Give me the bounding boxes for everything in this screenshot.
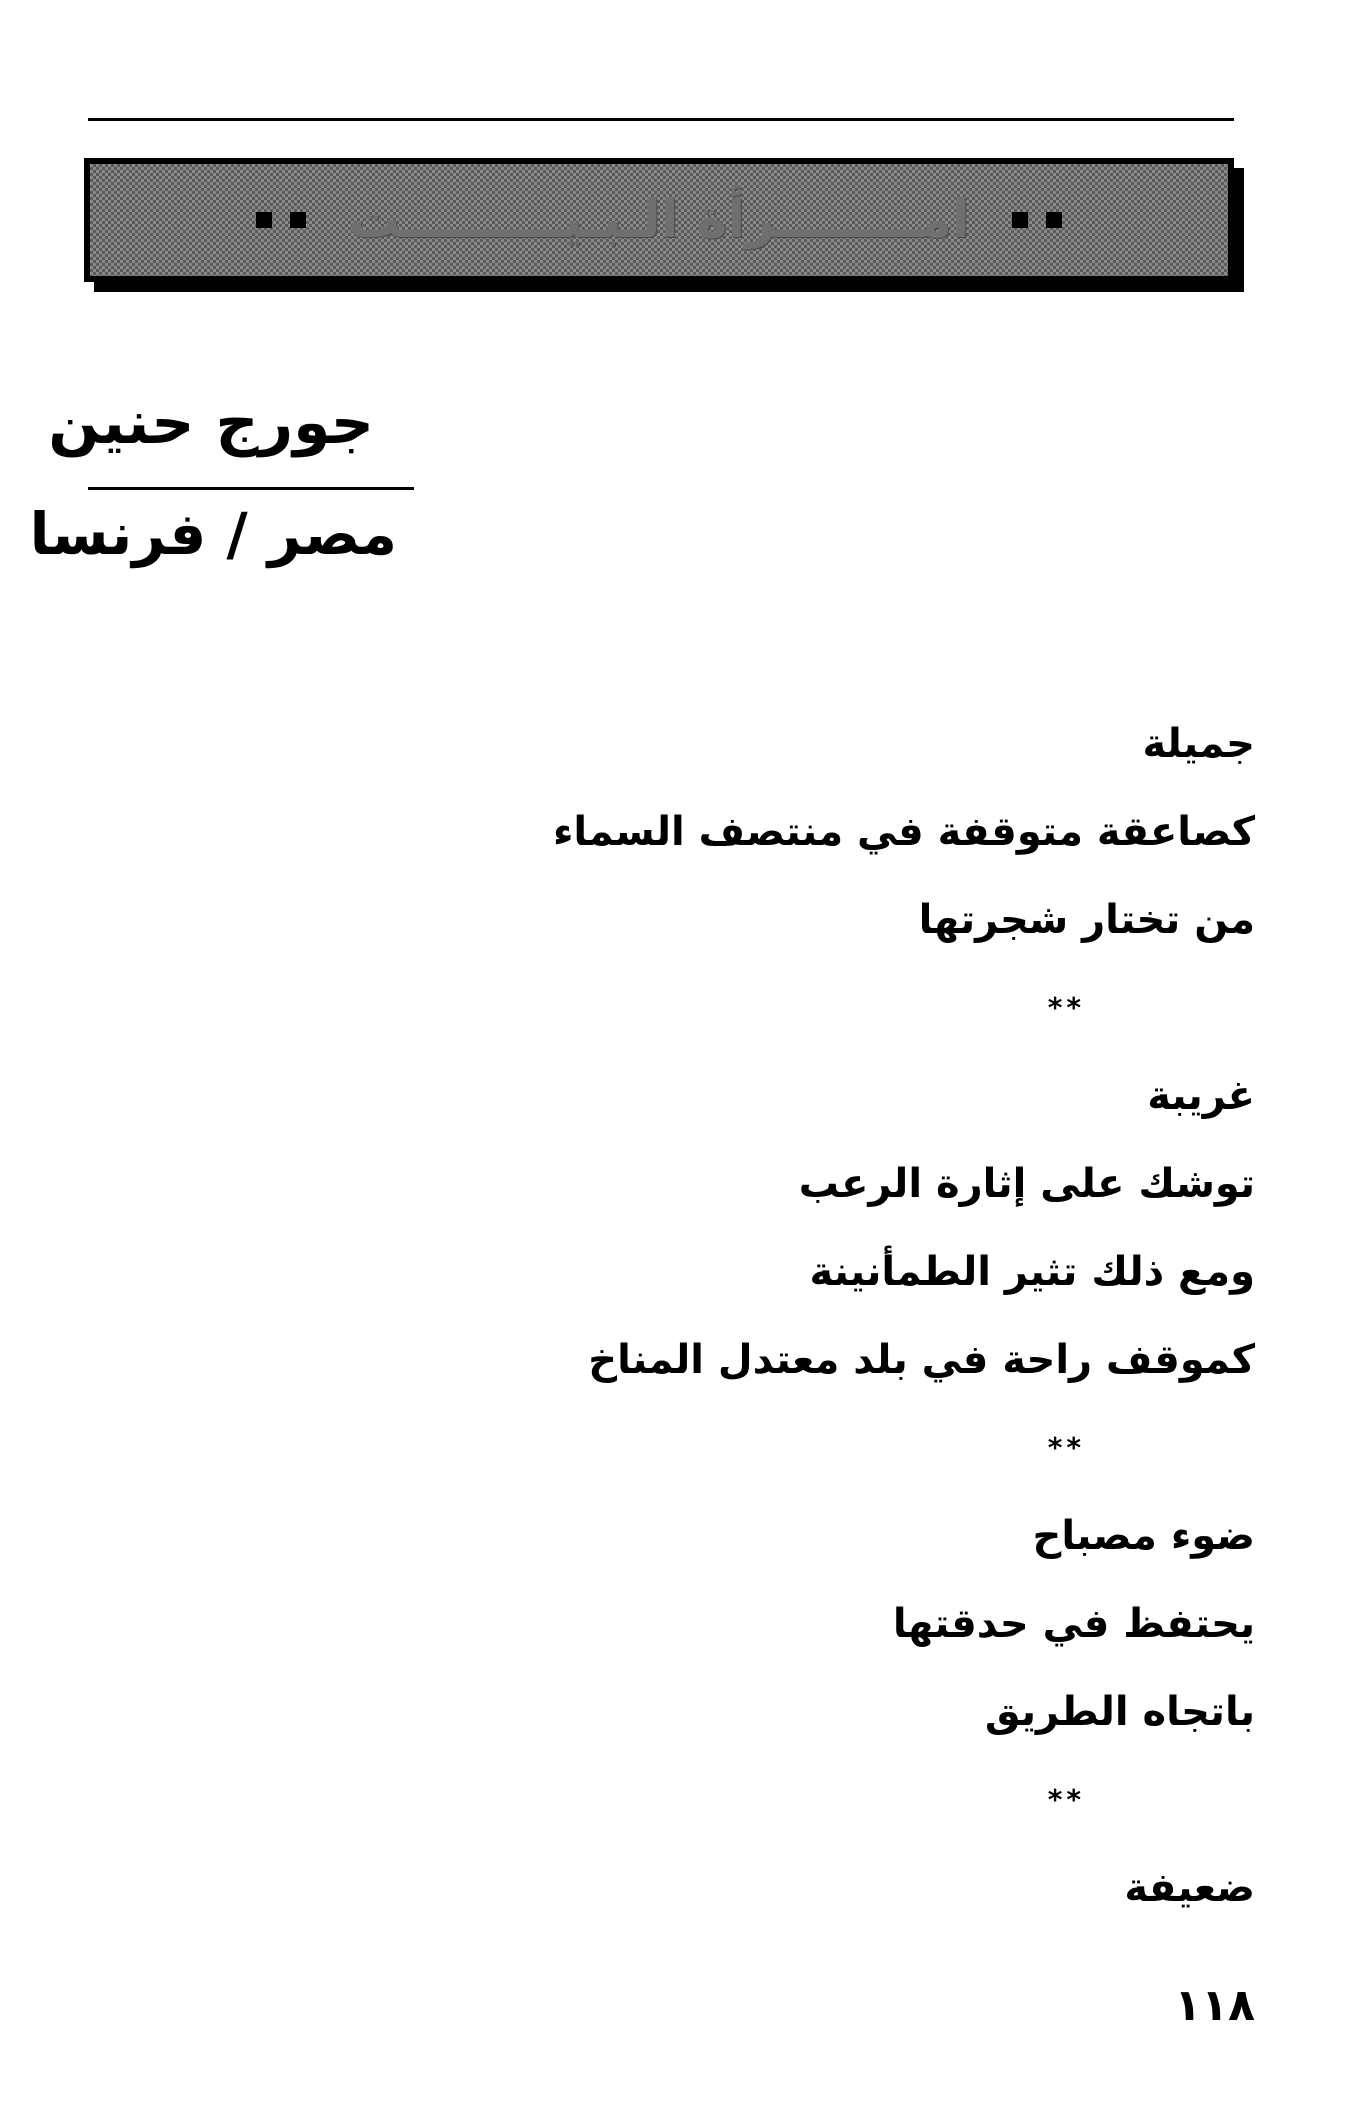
poem-line: باتجاه الطريق bbox=[984, 1689, 1255, 1735]
stanza-separator: ** bbox=[1047, 1783, 1085, 1816]
author-countries: مصر / فرنسا bbox=[29, 500, 397, 568]
poem-line: جميلة bbox=[1142, 721, 1255, 767]
author-name: جورج حنين bbox=[48, 388, 374, 458]
page-number: ١١٨ bbox=[1174, 1980, 1255, 2031]
poem-title: امــــــــرأة الـبـيـــــــــت bbox=[348, 190, 970, 250]
banner-content bbox=[256, 190, 1062, 250]
title-banner bbox=[84, 158, 1234, 282]
poem-line: من تختار شجرتها bbox=[918, 897, 1255, 943]
poem-line: ضعيفة bbox=[1124, 1865, 1255, 1911]
poem-line: ومع ذلك تثير الطمأنينة bbox=[809, 1249, 1255, 1295]
stanza-separator: ** bbox=[1047, 1431, 1085, 1464]
square-bullet-icon bbox=[1046, 212, 1062, 228]
poem-line: غريبة bbox=[1147, 1073, 1255, 1119]
stanza-separator: ** bbox=[1047, 991, 1085, 1024]
poem-line: ضوء مصباح bbox=[1032, 1513, 1255, 1559]
square-bullet-icon bbox=[290, 212, 306, 228]
poem-line: كموقف راحة في بلد معتدل المناخ bbox=[588, 1337, 1255, 1383]
top-rule bbox=[88, 118, 1234, 121]
square-bullet-icon bbox=[1012, 212, 1028, 228]
poem-line: توشك على إثارة الرعب bbox=[798, 1161, 1255, 1207]
poem-body bbox=[535, 700, 1255, 1932]
square-bullet-icon bbox=[256, 212, 272, 228]
banner-box bbox=[84, 158, 1234, 282]
poem-line: كصاعقة متوقفة في منتصف السماء bbox=[552, 809, 1255, 855]
author-divider bbox=[88, 487, 414, 490]
poem-line: يحتفظ في حدقتها bbox=[892, 1601, 1255, 1647]
